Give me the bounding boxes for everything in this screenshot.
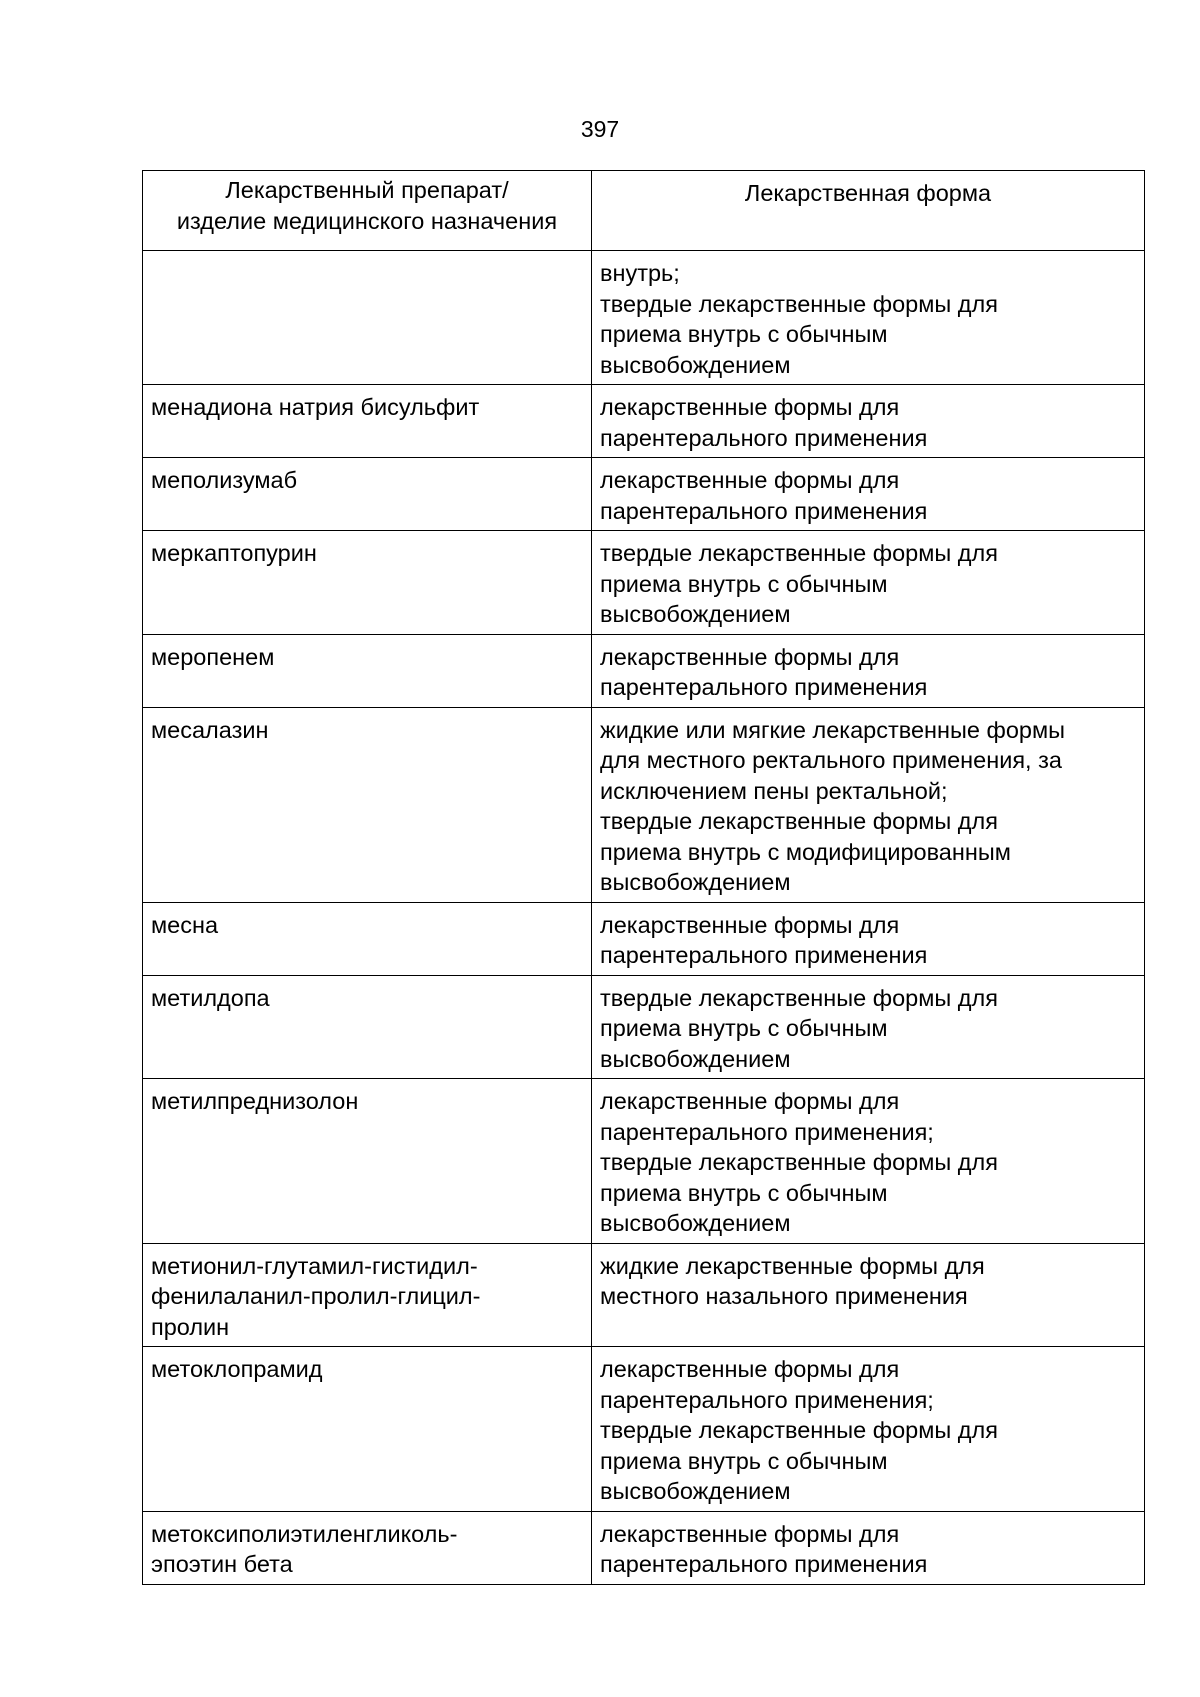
dosage-form-line: твердые лекарственные формы для <box>600 1417 998 1443</box>
drug-name-cell <box>143 707 592 902</box>
drug-name-line: метионил-глутамил-гистидил- <box>151 1252 478 1279</box>
drug-name-cell <box>143 634 592 707</box>
page-number: 397 <box>580 116 620 142</box>
dosage-form-line: твердые лекарственные формы для <box>600 540 998 566</box>
table-row <box>143 902 1145 975</box>
drug-name-cell <box>143 1079 592 1244</box>
dosage-form-line: жидкие или мягкие лекарственные формы <box>600 716 1066 743</box>
dosage-form-line: парентерального применения <box>600 674 928 700</box>
table-row <box>143 458 1145 531</box>
dosage-form-cell <box>592 251 1145 385</box>
dosage-form-cell <box>592 707 1145 902</box>
dosage-form-line: парентерального применения; <box>600 1386 934 1413</box>
drug-name-line: месна <box>151 911 219 938</box>
table-row <box>143 975 1145 1079</box>
dosage-form-line: парентерального применения; <box>600 1118 934 1145</box>
drug-name-cell <box>143 251 592 385</box>
dosage-form-line: приема внутрь с обычным <box>600 1015 888 1041</box>
header-dosage-form <box>592 171 1145 251</box>
dosage-form-line: жидкие лекарственные формы для <box>600 1252 985 1279</box>
drug-name-line: меполизумаб <box>151 467 298 493</box>
table-row <box>143 1079 1145 1244</box>
table-row <box>143 707 1145 902</box>
dosage-form-cell <box>592 1243 1145 1347</box>
table-row <box>143 1243 1145 1347</box>
dosage-form-line: местного назального применения <box>600 1283 968 1309</box>
dosage-form-cell <box>592 458 1145 531</box>
drug-name-cell <box>143 902 592 975</box>
drug-name-line: менадиона натрия бисульфит <box>151 394 480 420</box>
dosage-form-line: парентерального применения <box>600 1551 928 1577</box>
dosage-form-line: лекарственные формы для <box>600 1356 900 1382</box>
dosage-form-cell <box>592 1511 1145 1584</box>
header-line: Лекарственная форма <box>744 180 992 206</box>
dosage-form-line: парентерального применения <box>600 424 928 451</box>
drug-name-line: метилдопа <box>151 984 270 1011</box>
table-row <box>143 251 1145 385</box>
dosage-form-cell <box>592 902 1145 975</box>
dosage-form-line: лекарственные формы для <box>600 643 900 670</box>
drug-name-line: меркаптопурин <box>151 540 317 566</box>
dosage-form-line: твердые лекарственные формы для <box>600 984 998 1011</box>
dosage-form-line: твердые лекарственные формы для <box>600 290 998 317</box>
header-line: Лекарственный препарат/ <box>225 177 509 203</box>
drug-name-cell <box>143 531 592 635</box>
dosage-form-line: приема внутрь с модифицированным <box>600 838 1011 865</box>
dosage-form-line: высвобождением <box>600 1045 791 1072</box>
header-drug-name <box>143 171 592 251</box>
dosage-form-line: приема внутрь с обычным <box>600 321 888 347</box>
drug-name-line: пролин <box>151 1313 230 1340</box>
drug-name-cell <box>143 1347 592 1512</box>
dosage-form-line: высвобождением <box>600 1478 791 1504</box>
header-line: изделие медицинского назначения <box>176 207 558 234</box>
dosage-form-line: высвобождением <box>600 1210 791 1236</box>
dosage-form-line: высвобождением <box>600 869 791 895</box>
table-row <box>143 531 1145 635</box>
dosage-form-cell <box>592 531 1145 635</box>
dosage-form-line: парентерального применения <box>600 497 928 524</box>
drug-name-line: меропенем <box>151 643 275 670</box>
dosage-form-line: для местного ректального применения, за <box>600 747 1062 773</box>
dosage-form-line: твердые лекарственные формы для <box>600 808 998 834</box>
dosage-form-line: лекарственные формы для <box>600 911 900 938</box>
dosage-form-line: твердые лекарственные формы для <box>600 1149 998 1175</box>
drug-forms-table <box>142 170 1145 1585</box>
drug-name-cell <box>143 1243 592 1347</box>
drug-name-line: метоксиполиэтиленгликоль- <box>151 1520 458 1547</box>
dosage-form-line: внутрь; <box>600 260 680 286</box>
drug-name-line: фенилаланил-пролил-глицил- <box>151 1283 481 1309</box>
drug-name-line: метилпреднизолон <box>151 1088 359 1114</box>
dosage-form-cell <box>592 1079 1145 1244</box>
dosage-form-cell <box>592 385 1145 458</box>
table-row <box>143 634 1145 707</box>
drug-name-line: эпоэтин бета <box>151 1551 293 1577</box>
table-row <box>143 1347 1145 1512</box>
drug-name-cell <box>143 975 592 1079</box>
table-row <box>143 385 1145 458</box>
drug-name-cell <box>143 1511 592 1584</box>
table-row <box>143 1511 1145 1584</box>
dosage-form-line: лекарственные формы для <box>600 1088 900 1114</box>
dosage-form-line: лекарственные формы для <box>600 394 900 420</box>
dosage-form-cell <box>592 975 1145 1079</box>
dosage-form-line: парентерального применения <box>600 942 928 968</box>
dosage-form-line: высвобождением <box>600 601 791 627</box>
dosage-form-line: исключением пены ректальной; <box>600 777 948 804</box>
table-body <box>143 251 1145 1585</box>
dosage-form-line: лекарственные формы для <box>600 1520 900 1547</box>
drug-name-line: метоклопрамид <box>151 1356 323 1382</box>
dosage-form-line: высвобождением <box>600 351 791 378</box>
drug-name-cell <box>143 458 592 531</box>
dosage-form-line: приема внутрь с обычным <box>600 1447 888 1474</box>
drug-name-line: месалазин <box>151 716 269 743</box>
dosage-form-cell <box>592 1347 1145 1512</box>
dosage-form-line: приема внутрь с обычным <box>600 570 888 597</box>
dosage-form-line: приема внутрь с обычным <box>600 1179 888 1206</box>
table-header-row <box>143 171 1145 251</box>
dosage-form-cell <box>592 634 1145 707</box>
drug-name-cell <box>143 385 592 458</box>
dosage-form-line: лекарственные формы для <box>600 467 900 493</box>
